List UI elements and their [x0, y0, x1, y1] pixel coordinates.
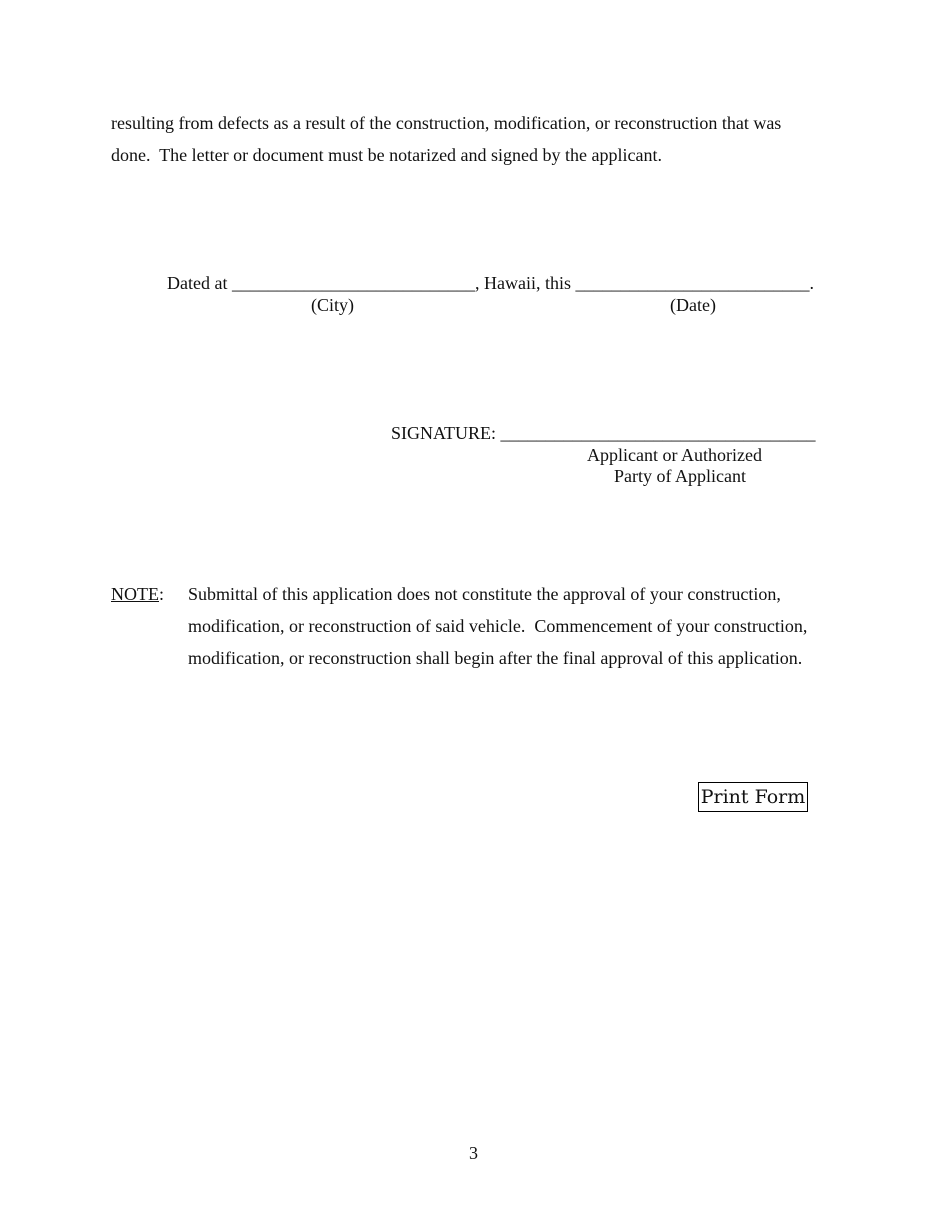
city-caption: (City) — [311, 295, 354, 315]
signature-caption-line-1: Applicant or Authorized — [587, 445, 762, 465]
page-number: 3 — [469, 1143, 478, 1163]
note-line-1: Submittal of this application does not constitute the approval of your construction, — [188, 584, 781, 604]
dated-at-line: Dated at ___________________________, Hawaii, this __________________________. — [167, 273, 814, 293]
note-line-2: modification, or reconstruction of said vehicle. Commencement of your construction, — [188, 616, 808, 636]
print-form-button[interactable]: Print Form — [698, 782, 808, 812]
note-label-text: NOTE — [111, 584, 159, 604]
note-label-colon: : — [159, 584, 165, 604]
note-label — [111, 585, 164, 603]
signature-caption-line-2: Party of Applicant — [614, 466, 746, 486]
paragraph-line-2: done. The letter or document must be notarized and signed by the applicant. — [111, 145, 663, 165]
date-caption: (Date) — [670, 295, 716, 315]
paragraph-line-1: resulting from defects as a result of the construction, modification, or reconstruction that was — [111, 113, 782, 133]
note-line-3: modification, or reconstruction shall begin after the final approval of this application. — [188, 648, 803, 668]
signature-line: SIGNATURE: ___________________________________ — [391, 423, 816, 443]
